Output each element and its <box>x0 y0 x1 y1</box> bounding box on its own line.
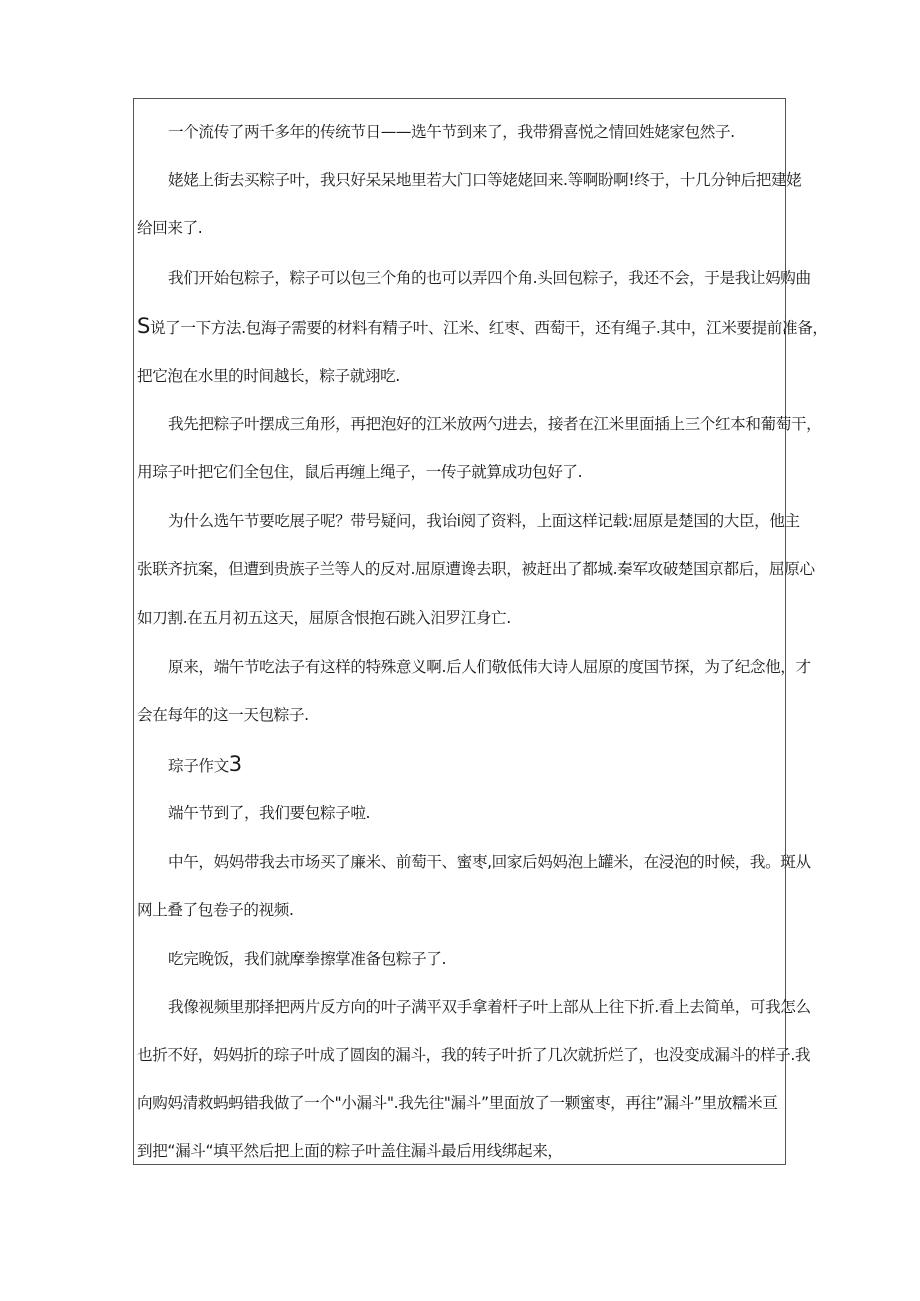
heading-number: 3 <box>228 752 242 776</box>
text-line: 中午，妈妈带我去市场买了廉米、前萄干、蜜枣,回家后妈妈泡上罐米，在浸泡的时候，我。斑从 <box>168 853 811 871</box>
text-line: 也折不好，妈妈折的琮子叶成了圆囱的漏斗，我的转子叶折了几次就折烂了，也没变成漏斗的样子.我 <box>137 1046 811 1064</box>
text-line: 网上叠了包卷子的视频. <box>137 901 294 919</box>
text-line: 我像视频里那择把两片反方向的叶子满平双手拿着杆子叶上部从上往下折.看上去简单，可我怎么 <box>168 998 811 1016</box>
text-line: 如刀割.在五月初五这天，屈原含恨抱石跳入汨罗江身亡. <box>137 609 511 627</box>
text-line: 为什么选午节要吃展子呢？带号疑问，我诒i阅了资料，上面这样记载:屈原是楚国的大臣，他主 <box>168 512 800 530</box>
text-line-rest: 说了一下方法.包海子需要的材料有精子叶、江米、红枣、西萄干，还有绳子.其中，江米要提前准备， <box>149 319 828 337</box>
text-line: 端午节到了，我们要包粽子啦. <box>168 804 371 822</box>
text-line: 我先把粽子叶摆成三角形，再把泡好的江米放两勺进去，接者在江米里面插上三个红本和葡萄干， <box>168 415 822 433</box>
drop-glyph: S <box>137 314 150 338</box>
heading-text: 琮子作文 <box>168 757 229 775</box>
text-line: 会在每年的这一天包粽子. <box>137 706 309 724</box>
text-line: 原来，端午节吃法子有这样的特殊意义啊.后人们敬低伟大诗人屈原的度国节探，为了纪念他，才 <box>168 658 811 676</box>
text-line: 一个流传了两千多年的传统节日——选午节到来了，我带猾喜悦之情回姓姥家包然子. <box>168 123 735 141</box>
text-line: 我们开始包粽子，粽子可以包三个角的也可以弄四个角.头回包粽子，我还不会，于是我让妈购曲 <box>168 269 811 287</box>
text-line: 给回来了. <box>137 219 203 237</box>
text-line <box>137 312 828 340</box>
text-line: 到把“漏斗“填平然后把上面的粽子叶盖住漏斗最后用线绑起来， <box>137 1142 563 1160</box>
text-line: 张联齐抗案，但遭到贵族子兰等人的反对.屈原遭谗去职，被赶出了都城.秦军攻破楚国京都后，屈原心 <box>137 560 815 578</box>
text-line: 把它泡在水里的时间越长，粽子就翊吃. <box>137 367 400 385</box>
text-line: 姥姥上街去买粽子叶，我只好呆呆地里若大门口等姥姥回来.等啊盼啊!终于，十几分钟后把建姥 <box>168 171 802 189</box>
text-line: 用琮子叶把它们全包住，鼠后再缠上绳子，一传子就算成功包好了. <box>137 463 583 481</box>
text-line: 吃完晚饭，我们就摩拳擦掌准备包粽子了. <box>168 950 447 968</box>
text-line: 向购妈清救蚂蚂错我做了一个"小漏斗".我先往"漏斗”里面放了一颗蜜枣，再往”漏斗”里放糯米亘 <box>137 1094 778 1112</box>
section-heading <box>137 750 242 778</box>
